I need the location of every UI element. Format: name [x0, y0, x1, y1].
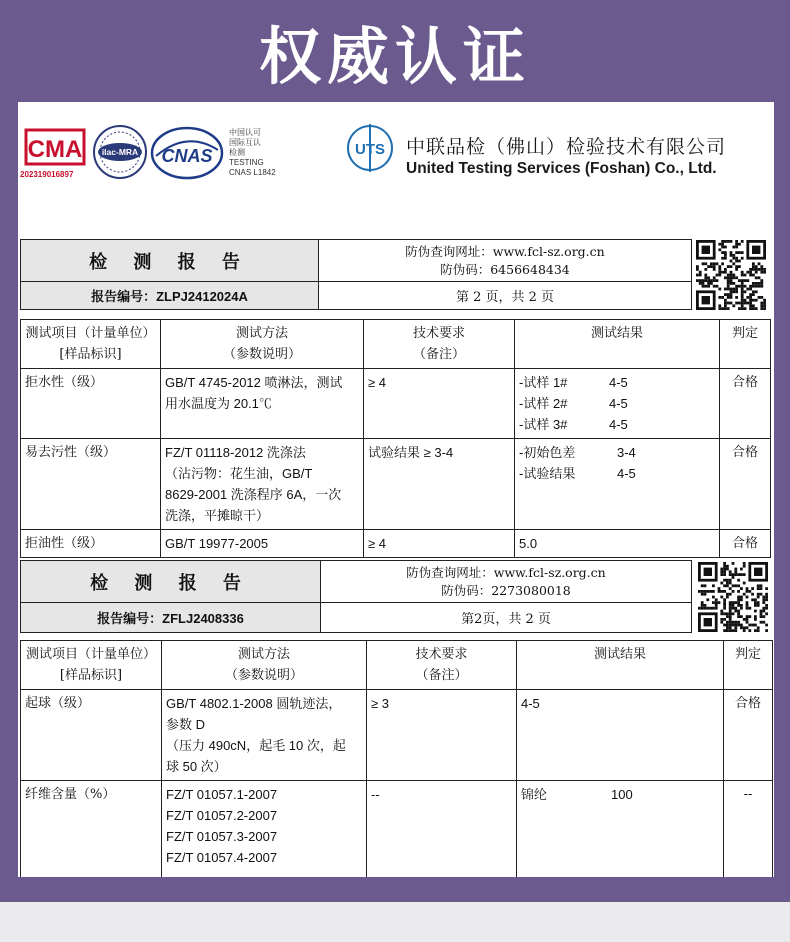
uts-mark: UTS: [355, 141, 385, 158]
qr-code-2: [698, 562, 768, 632]
cnas-logo: [150, 126, 224, 180]
uts-logo: [344, 122, 396, 178]
report-title: 检 测 报 告: [21, 561, 321, 603]
col-header-item: 测试项目（计量单位） [样品标识]: [21, 641, 162, 690]
ilac-label: ilac-MRA: [101, 147, 139, 157]
table-row: [21, 530, 771, 558]
results-table-1: [20, 319, 771, 558]
footer-band: [0, 902, 790, 942]
row-requirement: ≥ 3: [367, 690, 517, 781]
row-item: 纤维含量（%）: [21, 781, 162, 878]
row-method: GB/T 4802.1-2008 圆轨迹法， 参数 D （压力 490cN，起毛 10 次，起 球 50 次）: [162, 690, 367, 781]
report-header-2: [20, 560, 692, 633]
results-table-2: [20, 640, 773, 877]
row-result: -试样 1# 4-5 -试样 2# 4-5 -试样 3# 4-5: [515, 369, 720, 439]
col-header-result: 测试结果: [517, 641, 724, 690]
cnas-caption: 中国认可 国际互认 检测 TESTING CNAS L1842: [229, 128, 276, 177]
col-header-item: 测试项目（计量单位） [样品标识]: [21, 320, 161, 369]
row-verdict: --: [724, 781, 773, 878]
row-requirement: 试验结果 ≥ 3-4: [364, 439, 515, 530]
report-page-info: 第2页，共 2 页: [321, 603, 692, 633]
row-result: 5.0: [515, 530, 720, 558]
logo-row: [18, 102, 774, 202]
row-requirement: ≥ 4: [364, 369, 515, 439]
qr-code-1: [696, 240, 766, 310]
table-row: [21, 369, 771, 439]
row-result: -初始色差 3-4 -试验结果 4-5: [515, 439, 720, 530]
row-verdict: 合格: [720, 369, 771, 439]
report-number: 报告编号：ZFLJ2408336: [21, 603, 321, 633]
row-item: 易去污性（级）: [21, 439, 161, 530]
report-page-info: 第 2 页，共 2 页: [319, 282, 692, 310]
cnas-label: CNAS: [161, 146, 213, 166]
cma-label: CMA: [27, 136, 83, 163]
row-method: GB/T 4745-2012 喷淋法，测试 用水温度为 20.1℃: [161, 369, 364, 439]
report-query: 防伪查询网址：www.fcl-sz.org.cn 防伪码：2273080018: [321, 561, 692, 603]
company-name-en: United Testing Services (Foshan) Co., Ltd.: [406, 160, 717, 177]
row-method: FZ/T 01057.1-2007 FZ/T 01057.2-2007 FZ/T 01057.3-2007 FZ/T 01057.4-2007: [162, 781, 367, 878]
row-verdict: 合格: [720, 439, 771, 530]
col-header-method: 测试方法 （参数说明）: [162, 641, 367, 690]
col-header-requirement: 技术要求 （备注）: [364, 320, 515, 369]
row-method: FZ/T 01118-2012 洗涤法 （沾污物：花生油，GB/T 8629-2001 洗涤程序 6A，一次 洗涤，平摊晾干）: [161, 439, 364, 530]
report-query: 防伪查询网址：www.fcl-sz.org.cn 防伪码：6456648434: [319, 240, 692, 282]
col-header-method: 测试方法 （参数说明）: [161, 320, 364, 369]
col-header-verdict: 判定: [720, 320, 771, 369]
report-number: 报告编号：ZLPJ2412024A: [21, 282, 319, 310]
page-title: 权威认证: [258, 19, 531, 93]
col-header-requirement: 技术要求 （备注）: [367, 641, 517, 690]
row-verdict: 合格: [724, 690, 773, 781]
col-header-result: 测试结果: [515, 320, 720, 369]
report-title: 检 测 报 告: [21, 240, 319, 282]
row-item: 拒水性（级）: [21, 369, 161, 439]
row-method: GB/T 19977-2005: [161, 530, 364, 558]
row-item: 起球（级）: [21, 690, 162, 781]
table-row: [21, 439, 771, 530]
table-row: [21, 690, 773, 781]
row-item: 拒油性（级）: [21, 530, 161, 558]
col-header-verdict: 判定: [724, 641, 773, 690]
row-verdict: 合格: [720, 530, 771, 558]
title-band: [0, 0, 790, 102]
certificate-document: [18, 102, 774, 877]
company-name-cn: 中联品检（佛山）检验技术有限公司: [406, 136, 727, 158]
row-requirement: ≥ 4: [364, 530, 515, 558]
ilac-mra-logo: [92, 124, 148, 180]
row-requirement: --: [367, 781, 517, 878]
report-header-1: [20, 239, 692, 310]
row-result: 4-5: [517, 690, 724, 781]
table-row: [21, 781, 773, 878]
row-result: 锦纶 100: [517, 781, 724, 878]
cma-number: 202319016897: [20, 170, 74, 179]
